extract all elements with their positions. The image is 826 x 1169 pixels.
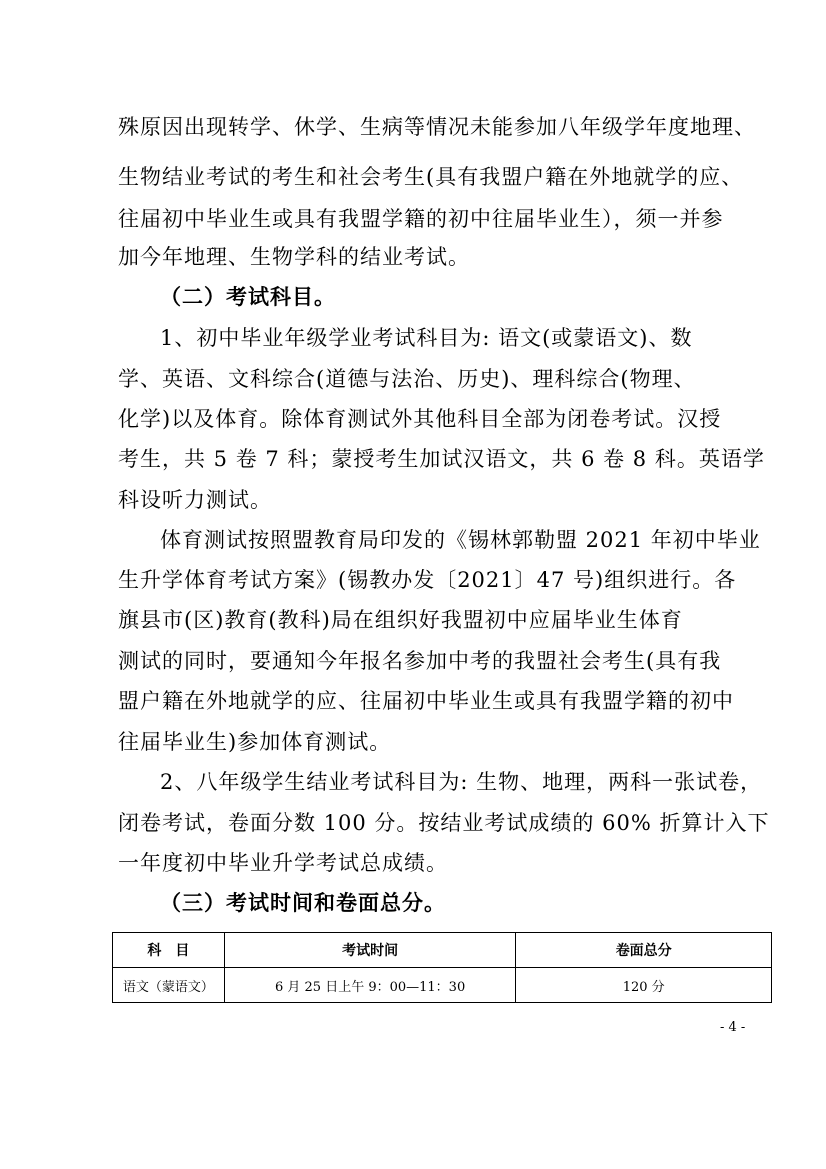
table-header-row: [113, 933, 772, 968]
text-line: 考生，共 5 卷 7 科；蒙授考生加试汉语文，共 6 卷 8 科。英语学: [118, 447, 765, 471]
text-line: 2、八年级学生结业考试科目为: 生物、地理，两科一张试卷，: [160, 770, 763, 794]
text-line: 一年度初中毕业升学考试总成绩。: [118, 851, 448, 875]
text-line: 闭卷考试，卷面分数 100 分。按结业考试成绩的 60% 折算计入下: [118, 811, 770, 835]
text-line: 盟户籍在外地就学的应、往届初中毕业生或具有我盟学籍的初中: [118, 689, 734, 713]
text-line: 生升学体育考试方案》(锡教办发〔2021〕47 号)组织进行。各: [118, 568, 737, 592]
text-line: 殊原因出现转学、休学、生病等情况未能参加八年级学年度地理、: [118, 115, 756, 139]
text-line: 化学)以及体育。除体育测试外其他科目全部为闭卷考试。汉授: [118, 407, 722, 431]
table-row: [113, 968, 772, 1003]
text-line: 加今年地理、生物学科的结业考试。: [118, 245, 470, 269]
text-line: 体育测试按照盟教育局印发的《锡林郭勒盟 2021 年初中毕业: [160, 528, 761, 552]
exam-schedule-table: [112, 932, 772, 1003]
section-heading: （三）考试时间和卷面总分。: [160, 891, 446, 915]
text-line: 往届毕业生)参加体育测试。: [118, 730, 392, 754]
text-line: 往届初中毕业生或具有我盟学籍的初中往届毕业生），须一并参: [118, 207, 724, 231]
text-line: 旗县市(区)教育(教科)局在组织好我盟初中应届毕业生体育: [118, 608, 683, 632]
table-cell: 语文（蒙语文）: [113, 968, 225, 1003]
column-header-score: 卷面总分: [516, 933, 772, 968]
section-heading: （二）考试科目。: [160, 285, 336, 309]
text-line: 1、初中毕业年级学业考试科目为: 语文(或蒙语文)、数: [160, 326, 693, 350]
text-line: 测试的同时，要通知今年报名参加中考的我盟社会考生(具有我: [118, 649, 722, 673]
text-line: 生物结业考试的考生和社会考生(具有我盟户籍在外地就学的应、: [118, 165, 744, 189]
text-line: 学、英语、文科综合(道德与法治、历史)、理科综合(物理、: [118, 367, 696, 391]
table-cell: 6 月 25 日上午 9：00—11：30: [224, 968, 516, 1003]
column-header-subject: 科 目: [113, 933, 225, 968]
page-number: - 4 -: [720, 1020, 746, 1035]
table-cell: 120 分: [516, 968, 772, 1003]
text-line: 科设听力测试。: [118, 488, 272, 512]
column-header-time: 考试时间: [224, 933, 516, 968]
